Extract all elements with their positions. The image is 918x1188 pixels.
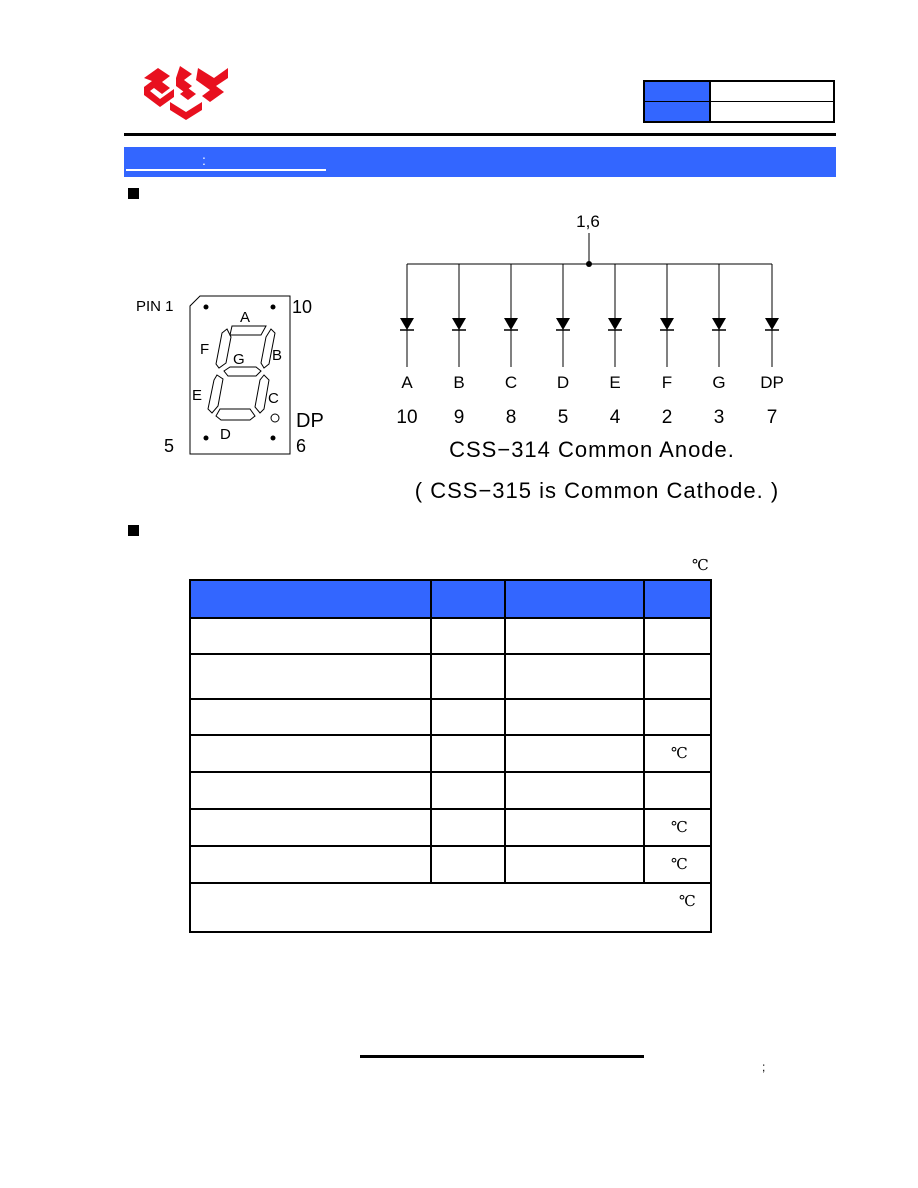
table-row-divider — [191, 882, 710, 884]
section-title-bar — [124, 147, 836, 177]
diode-symbol — [452, 318, 466, 330]
circuit-pin-label: 7 — [766, 407, 778, 428]
table-col-divider — [504, 581, 506, 882]
table-row-divider — [191, 653, 710, 655]
circuit-pin-label: 5 — [557, 407, 569, 428]
diode-symbol — [400, 318, 414, 330]
caption-common-anode: CSS−314 Common Anode. — [449, 437, 735, 462]
title-colon: : — [202, 152, 206, 168]
section-bullet-1 — [128, 188, 139, 199]
header-rule — [124, 133, 836, 136]
company-logo — [140, 64, 232, 120]
pin5-label: 5 — [164, 436, 175, 456]
info-label-cell — [645, 82, 711, 101]
segment-label-d: D — [220, 426, 231, 443]
table-unit-cell: ℃ — [671, 744, 688, 762]
pin10-label: 10 — [292, 297, 313, 317]
pin1-label: PIN 1 — [136, 298, 174, 315]
diode-symbol — [712, 318, 726, 330]
table-row-divider — [191, 698, 710, 700]
diode-symbol — [556, 318, 570, 330]
table-row-divider — [191, 734, 710, 736]
diode-symbol — [660, 318, 674, 330]
dp-label: DP — [296, 410, 324, 432]
seven-segment-package-diagram — [130, 288, 360, 458]
circuit-pin-label: 8 — [505, 407, 517, 428]
table-unit-cell: ℃ — [671, 855, 688, 873]
table-col-divider — [643, 581, 645, 882]
segment-label-g: G — [233, 351, 245, 368]
segment-label-b: B — [272, 347, 283, 364]
circuit-segment-label: F — [661, 373, 673, 392]
diode-symbol — [608, 318, 622, 330]
table-row-divider — [191, 808, 710, 810]
document-info-box — [643, 80, 835, 123]
circuit-segment-label: G — [712, 373, 726, 392]
info-label-cell — [645, 102, 711, 121]
circuit-segment-label: D — [556, 373, 570, 392]
common-node-label: 1,6 — [576, 212, 600, 231]
pin6-label: 6 — [296, 436, 307, 456]
footer-rule — [360, 1055, 644, 1058]
circuit-pin-label: 3 — [713, 407, 725, 428]
junction-dot — [586, 261, 592, 267]
absolute-ratings-table — [189, 579, 712, 933]
title-underline — [126, 169, 326, 171]
circuit-segment-label: E — [609, 373, 621, 392]
footer-mark: ; — [762, 1060, 766, 1074]
circuit-pin-label: 4 — [609, 407, 621, 428]
note-unit: ℃ — [679, 892, 696, 910]
table-col-divider — [430, 581, 432, 882]
circuit-pin-label: 10 — [396, 407, 418, 428]
segment-label-f: F — [200, 341, 210, 358]
segment-label-c: C — [268, 390, 279, 407]
circuit-segment-label: B — [453, 373, 465, 392]
section-bullet-2 — [128, 525, 139, 536]
table-row-divider — [191, 845, 710, 847]
circuit-segment-label: DP — [760, 373, 784, 392]
table-row-divider — [191, 771, 710, 773]
caption-common-cathode: ( CSS−315 is Common Cathode. ) — [414, 478, 780, 503]
segment-label-e: E — [192, 387, 203, 404]
circuit-pin-label: 9 — [453, 407, 465, 428]
circuit-segment-label: C — [504, 373, 518, 392]
temperature-unit-note: ℃ — [692, 556, 709, 574]
diode-symbol — [504, 318, 518, 330]
table-header — [191, 581, 710, 619]
circuit-segment-label: A — [401, 373, 413, 392]
table-unit-cell: ℃ — [671, 818, 688, 836]
common-anode-circuit-diagram — [370, 205, 840, 440]
diode-symbol — [765, 318, 779, 330]
circuit-pin-label: 2 — [661, 407, 673, 428]
segment-label-a: A — [240, 309, 251, 326]
